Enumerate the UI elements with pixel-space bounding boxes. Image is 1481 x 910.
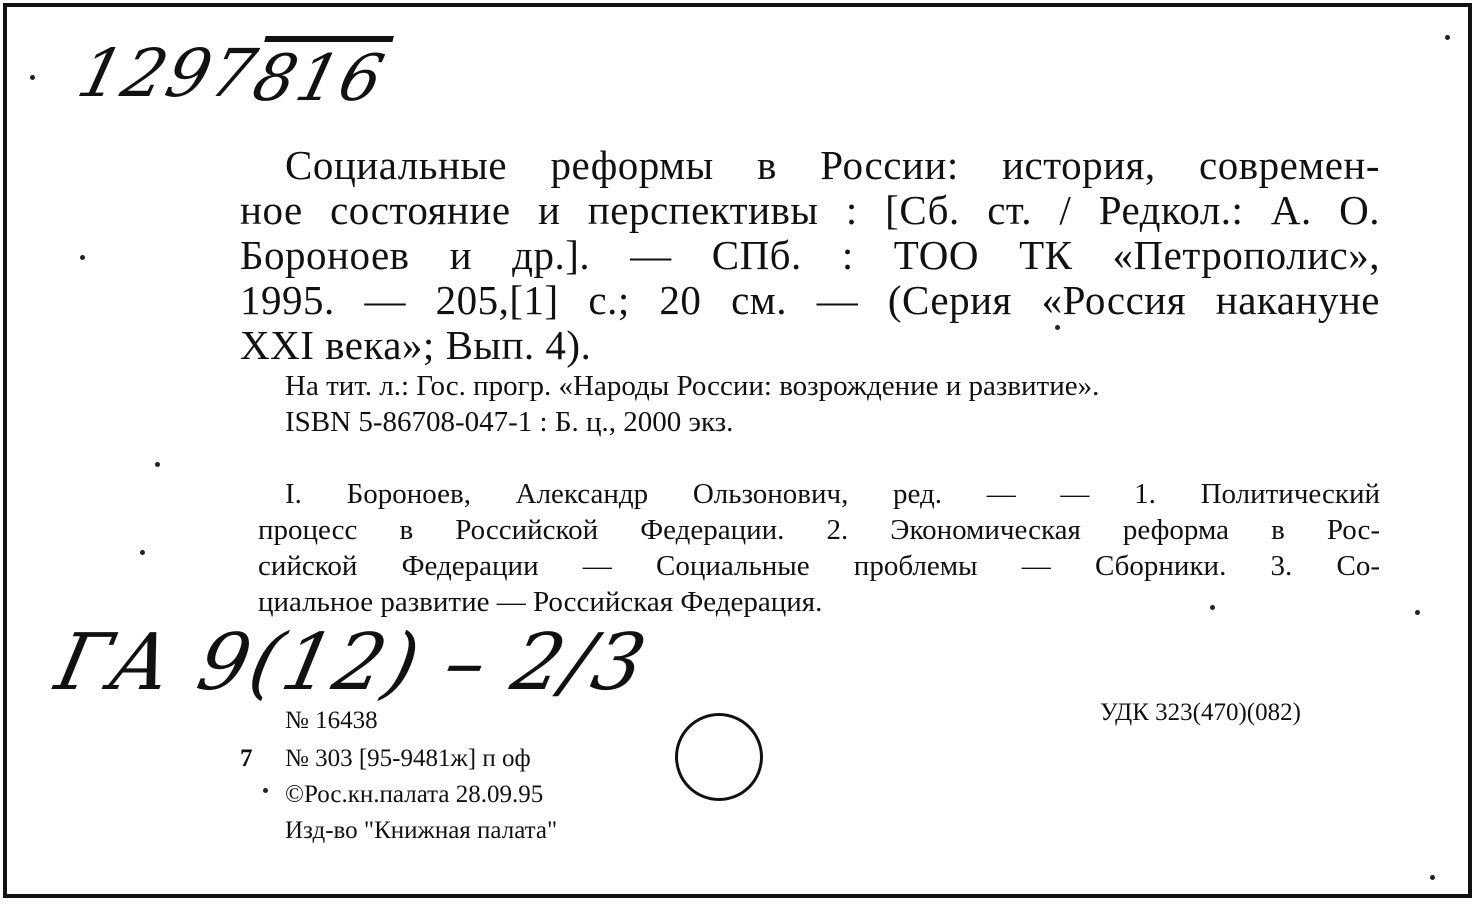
subject-line-1: I. Бороноев, Александр Ользонович, ред. — — 1. Политический (285, 478, 1380, 510)
speck (80, 255, 85, 260)
udc-code: УДК 323(470)(082) (1100, 699, 1301, 726)
subject-line-3: сийской Федерации — Социальные проблемы — Сборники. 3. Со- (258, 550, 1380, 582)
speck (1430, 875, 1435, 880)
record-number: № 16438 (285, 707, 378, 734)
entry-line-1: Социальные реформы в России: история, современ- (285, 142, 1380, 188)
speck (1055, 325, 1060, 330)
entry-line-3: Бороноев и др.]. — СПб. : ТОО ТК «Петрополис», (240, 232, 1380, 278)
book-chamber: ©Рос.кн.палата 28.09.95 (285, 781, 544, 808)
order-number: № 303 [95-9481ж] п оф (285, 745, 531, 772)
note-title-page: На тит. л.: Гос. прогр. «Народы России: возрождение и развитие». (285, 370, 1100, 402)
subject-line-2: процесс в Российской Федерации. 2. Экономическая реформа в Рос- (258, 514, 1380, 546)
speck (30, 75, 35, 80)
publisher: Изд-во "Книжная палата" (285, 817, 558, 844)
handwritten-inventory-number: 1297 (70, 35, 266, 112)
speck (1415, 610, 1420, 615)
speck (1210, 605, 1215, 610)
speck (140, 550, 145, 555)
speck (155, 462, 160, 467)
subject-line-4: циальное развитие — Российская Федерация. (258, 586, 823, 618)
round-stamp (675, 713, 763, 801)
entry-line-5: XXI века»; Вып. 4). (240, 322, 592, 368)
handwritten-shelf-mark: ГА 9(12) – 2/3 (48, 618, 655, 708)
handwritten-inventory-suffix: 816 (245, 42, 393, 116)
note-isbn: ISBN 5-86708-047-1 : Б. ц., 2000 экз. (285, 406, 734, 438)
speck (263, 788, 268, 793)
speck (1445, 35, 1450, 40)
order-prefix: 7 (240, 745, 253, 772)
entry-line-4: 1995. — 205,[1] с.; 20 см. — (Серия «Россия накануне (240, 277, 1380, 323)
entry-line-2: ное состояние и перспективы : [Сб. ст. / Редкол.: А. О. (240, 187, 1380, 233)
